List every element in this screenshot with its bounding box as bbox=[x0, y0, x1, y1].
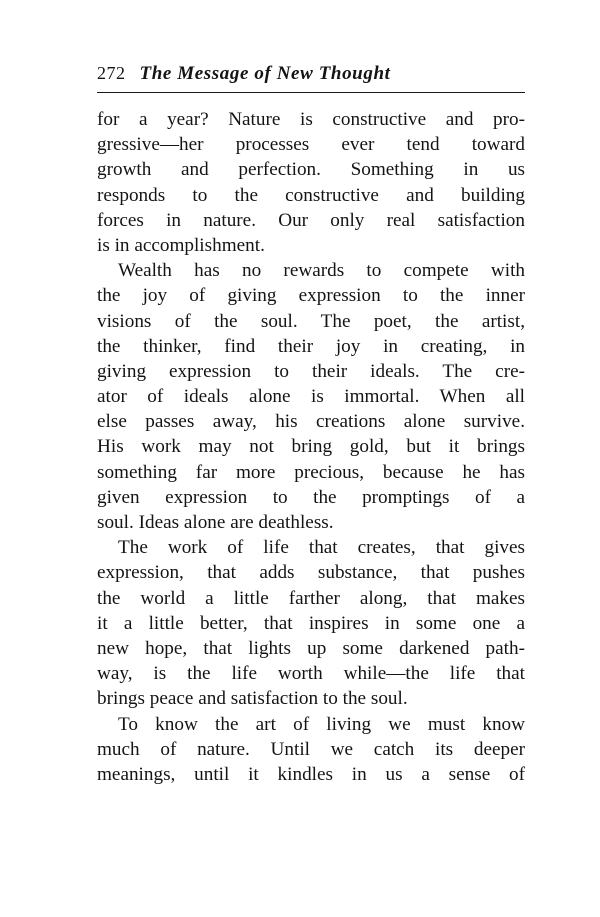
text-line: forces in nature. Our only real satisfaction bbox=[97, 209, 525, 231]
book-page bbox=[97, 60, 525, 787]
text-line: brings peace and satisfaction to the soul. bbox=[97, 688, 408, 710]
paragraph bbox=[97, 107, 525, 258]
text-line: for a year? Nature is constructive and pro- bbox=[97, 109, 525, 130]
text-line: Wealth has no rewards to compete with bbox=[118, 260, 525, 282]
text-line: else passes away, his creations alone survive. bbox=[97, 411, 525, 433]
text-line: growth and perfection. Something in us bbox=[97, 159, 525, 181]
page-number: 272 bbox=[97, 63, 126, 83]
text-line: it a little better, that inspires in some one a bbox=[97, 612, 525, 634]
text-line: the world a little farther along, that makes bbox=[97, 587, 525, 609]
text-line: responds to the constructive and building bbox=[97, 184, 525, 206]
text-line: new hope, that lights up some darkened path- bbox=[97, 637, 525, 659]
text-line: the joy of giving expression to the inner bbox=[97, 285, 525, 307]
text-line: soul. Ideas alone are deathless. bbox=[97, 512, 334, 533]
text-line: the thinker, find their joy in creating, in bbox=[97, 335, 525, 357]
text-line: His work may not bring gold, but it brings bbox=[97, 436, 525, 458]
text-line: visions of the soul. The poet, the artist, bbox=[97, 310, 525, 332]
text-line: expression, that adds substance, that pushes bbox=[97, 562, 525, 584]
text-line: giving expression to their ideals. The cre- bbox=[97, 360, 525, 382]
paragraph bbox=[97, 712, 525, 788]
text-line: way, is the life worth while—the life that bbox=[97, 663, 525, 685]
text-line: gressive—her processes ever tend toward bbox=[97, 134, 525, 156]
paragraph bbox=[97, 535, 525, 711]
paragraph bbox=[97, 258, 525, 535]
text-line: is in accomplishment. bbox=[97, 234, 265, 256]
text-line: To know the art of living we must know bbox=[118, 713, 525, 735]
text-line: meanings, until it kindles in us a sense of bbox=[97, 763, 525, 785]
text-line: much of nature. Until we catch its deeper bbox=[97, 738, 525, 760]
text-line: The work of life that creates, that gives bbox=[118, 537, 525, 559]
text-line: something far more precious, because he has bbox=[97, 461, 525, 483]
text-line: given expression to the promptings of a bbox=[97, 486, 525, 508]
body-text bbox=[97, 107, 525, 787]
running-head bbox=[97, 60, 525, 93]
running-title: The Message of New Thought bbox=[139, 63, 391, 84]
text-line: ator of ideals alone is immortal. When all bbox=[97, 386, 525, 408]
